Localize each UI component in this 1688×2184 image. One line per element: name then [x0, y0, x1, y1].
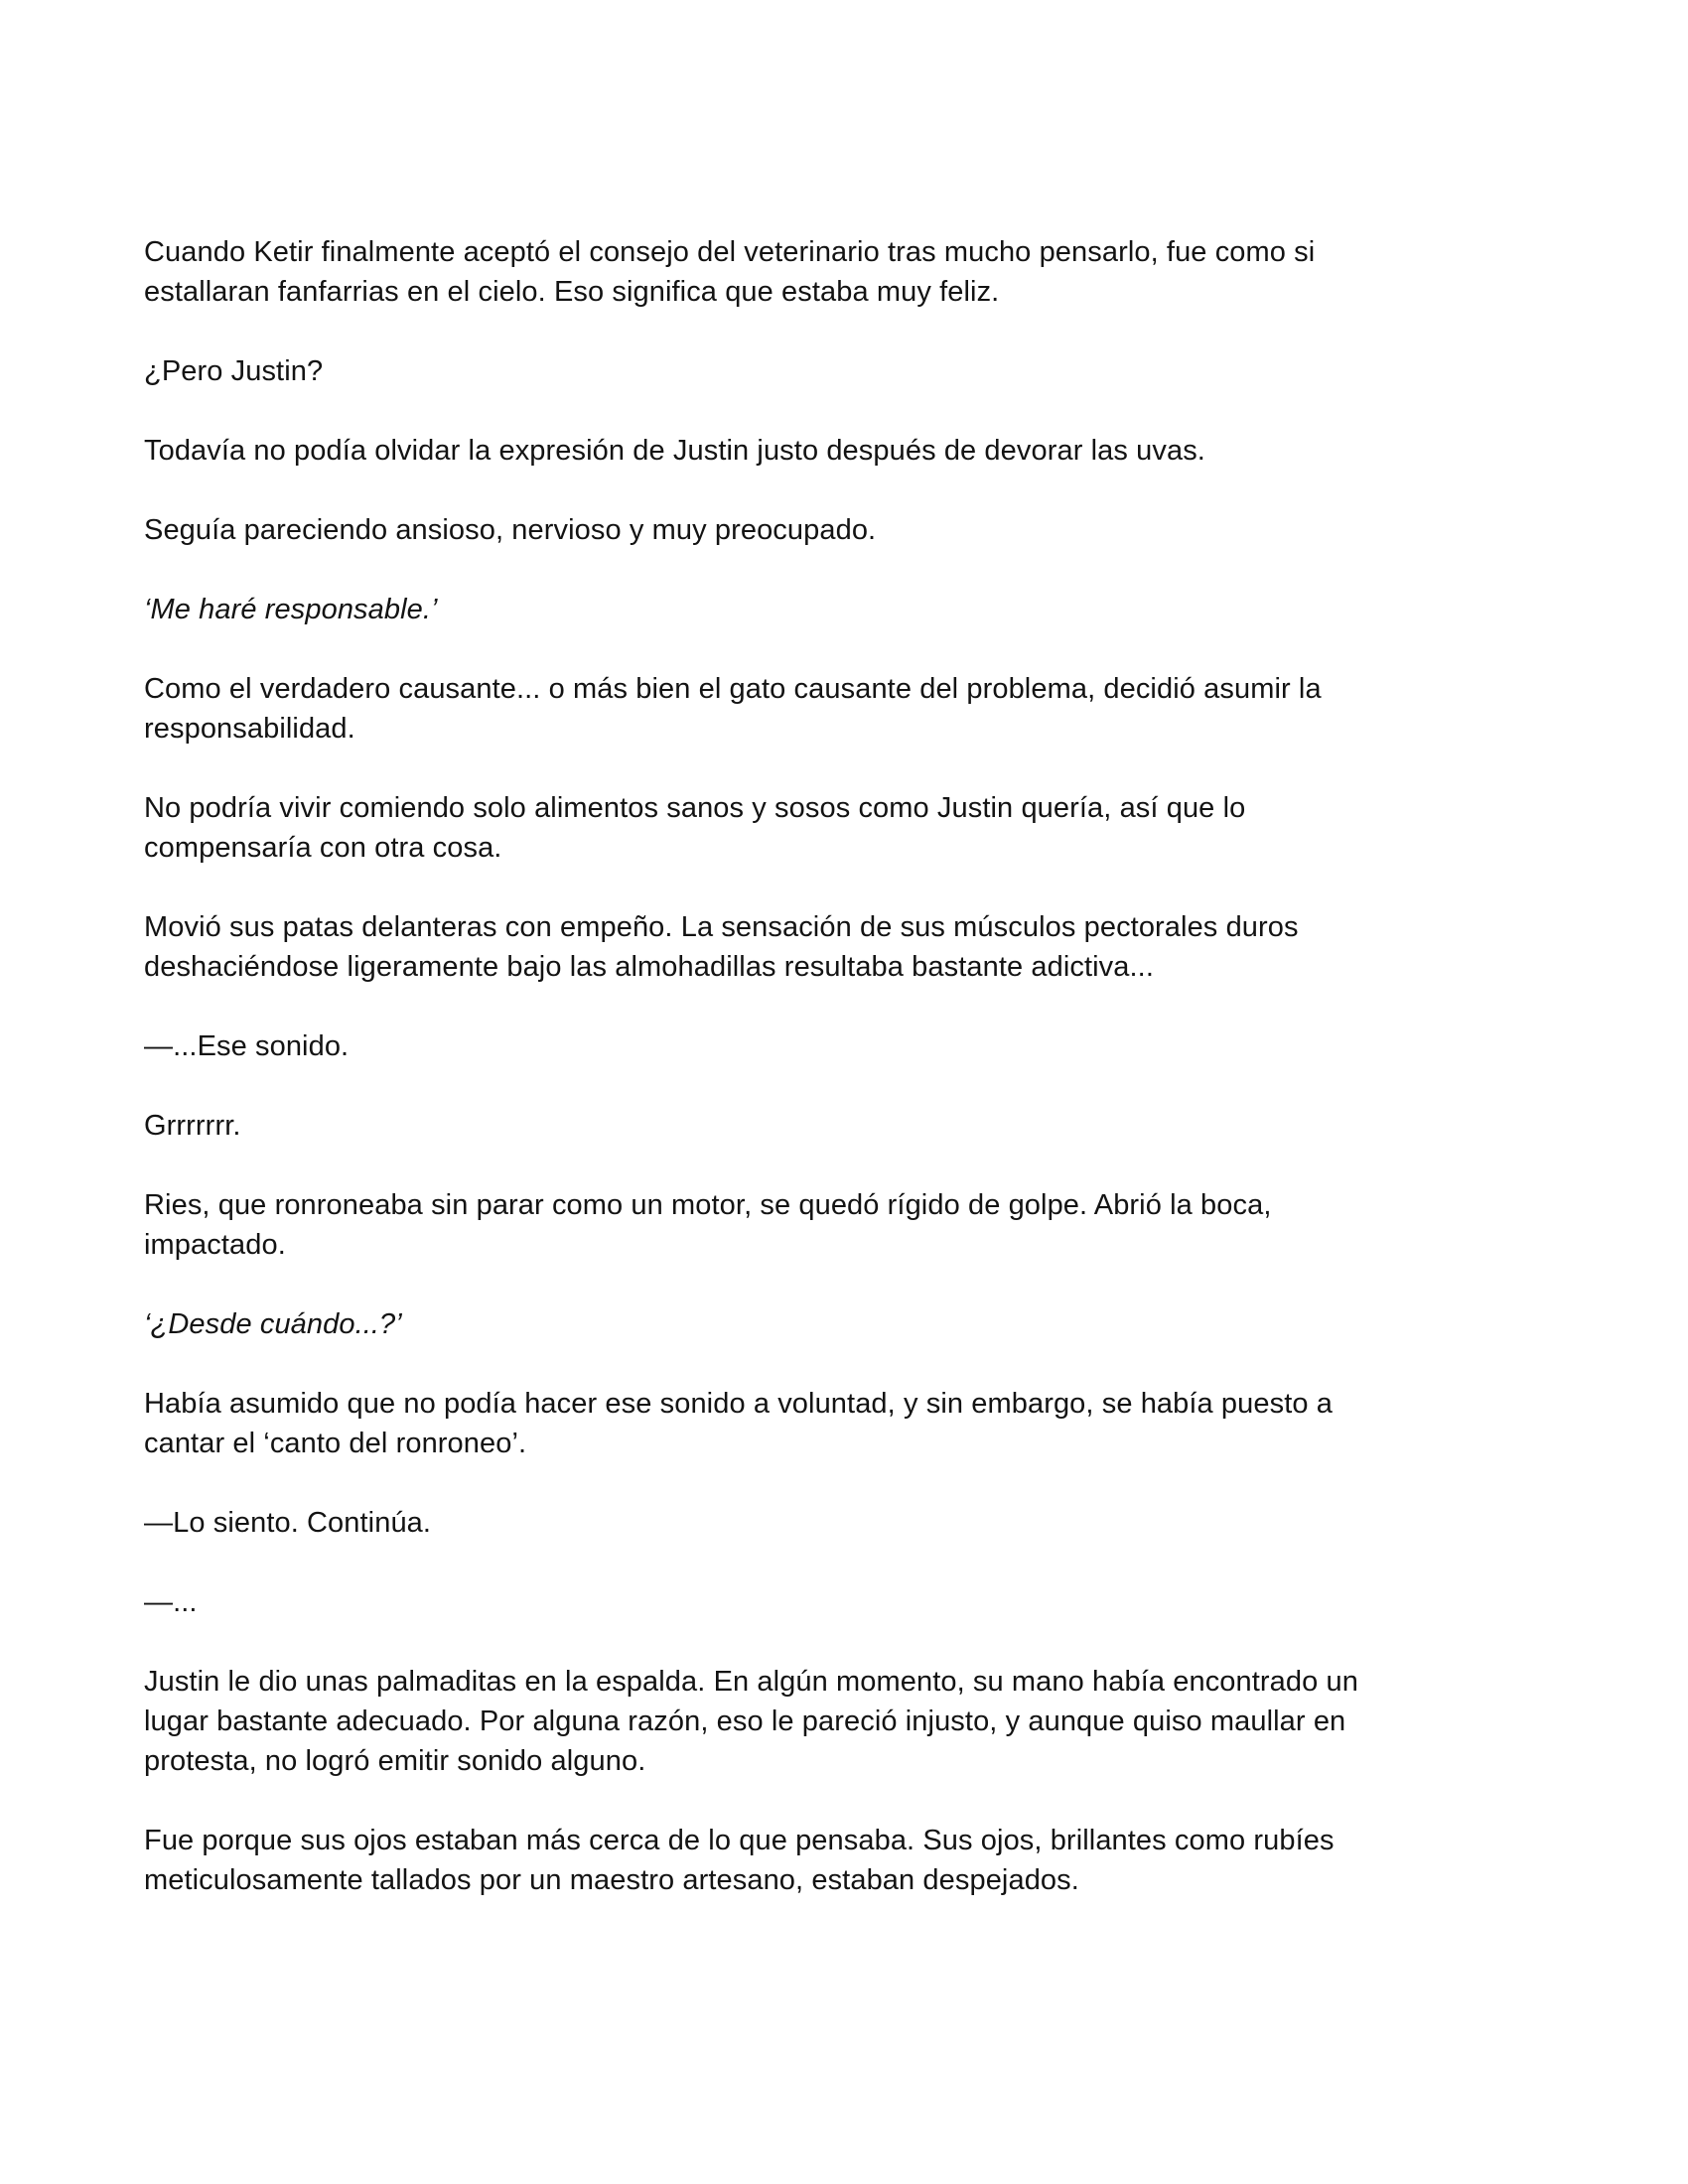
paragraph-line: —... [144, 1586, 198, 1618]
paragraph [144, 1662, 1534, 1781]
paragraph [144, 1026, 1534, 1066]
paragraph-line: Fue porque sus ojos estaban más cerca de lo que pensaba. Sus ojos, brillantes como rubíes [144, 1825, 1335, 1856]
paragraph [144, 788, 1534, 868]
paragraph-line: meticulosamente tallados por un maestro artesano, estaban despejados. [144, 1864, 1079, 1896]
paragraph-line: —Lo siento. Continúa. [144, 1507, 432, 1539]
paragraph-line: Como el verdadero causante... o más bien el gato causante del problema, decidió asumir la [144, 673, 1322, 705]
paragraph-line: impactado. [144, 1229, 286, 1261]
paragraph-line: estallaran fanfarrias en el cielo. Eso significa que estaba muy feliz. [144, 276, 1000, 308]
paragraph [144, 907, 1534, 987]
paragraph-line: responsabilidad. [144, 713, 355, 745]
paragraph-line: Grrrrrrr. [144, 1110, 241, 1142]
paragraph-line: deshaciéndose ligeramente bajo las almohadillas resultaba bastante adictiva... [144, 951, 1154, 983]
paragraph-line: Seguía pareciendo ansioso, nervioso y muy preocupado. [144, 514, 877, 546]
paragraph [144, 1503, 1534, 1543]
paragraph-line: Cuando Ketir finalmente aceptó el consejo del veterinario tras mucho pensarlo, fue como si [144, 236, 1316, 268]
paragraph [144, 1106, 1534, 1146]
paragraph-line: Justin le dio unas palmaditas en la espalda. En algún momento, su mano había encontrado un [144, 1666, 1358, 1698]
paragraph [144, 351, 1534, 391]
paragraph-line: Ries, que ronroneaba sin parar como un motor, se quedó rígido de golpe. Abrió la boca, [144, 1189, 1272, 1221]
paragraph-line: —...Ese sonido. [144, 1030, 350, 1062]
paragraph-line: ‘¿Desde cuándo...?’ [144, 1308, 402, 1340]
paragraph-line: ‘Me haré responsable.’ [144, 594, 438, 625]
document-text-block [144, 232, 1534, 1940]
paragraph [144, 1821, 1534, 1900]
paragraph [144, 1304, 1534, 1344]
paragraph [144, 1582, 1534, 1622]
paragraph-line: Había asumido que no podía hacer ese sonido a voluntad, y sin embargo, se había puesto a [144, 1388, 1333, 1420]
paragraph [144, 669, 1534, 749]
paragraph-line: protesta, no logró emitir sonido alguno. [144, 1745, 646, 1777]
paragraph [144, 1185, 1534, 1265]
paragraph [144, 510, 1534, 550]
paragraph-line: No podría vivir comiendo solo alimentos sanos y sosos como Justin quería, así que lo [144, 792, 1246, 824]
paragraph-line: compensaría con otra cosa. [144, 832, 502, 864]
paragraph-line: Movió sus patas delanteras con empeño. La sensación de sus músculos pectorales duros [144, 911, 1299, 943]
paragraph [144, 232, 1534, 312]
paragraph [144, 590, 1534, 629]
paragraph [144, 1384, 1534, 1463]
paragraph [144, 431, 1534, 471]
paragraph-line: lugar bastante adecuado. Por alguna razón, eso le pareció injusto, y aunque quiso maullar en [144, 1706, 1346, 1737]
paragraph-line: ¿Pero Justin? [144, 355, 324, 387]
paragraph-line: Todavía no podía olvidar la expresión de Justin justo después de devorar las uvas. [144, 435, 1205, 467]
paragraph-line: cantar el ‘canto del ronroneo’. [144, 1428, 527, 1459]
